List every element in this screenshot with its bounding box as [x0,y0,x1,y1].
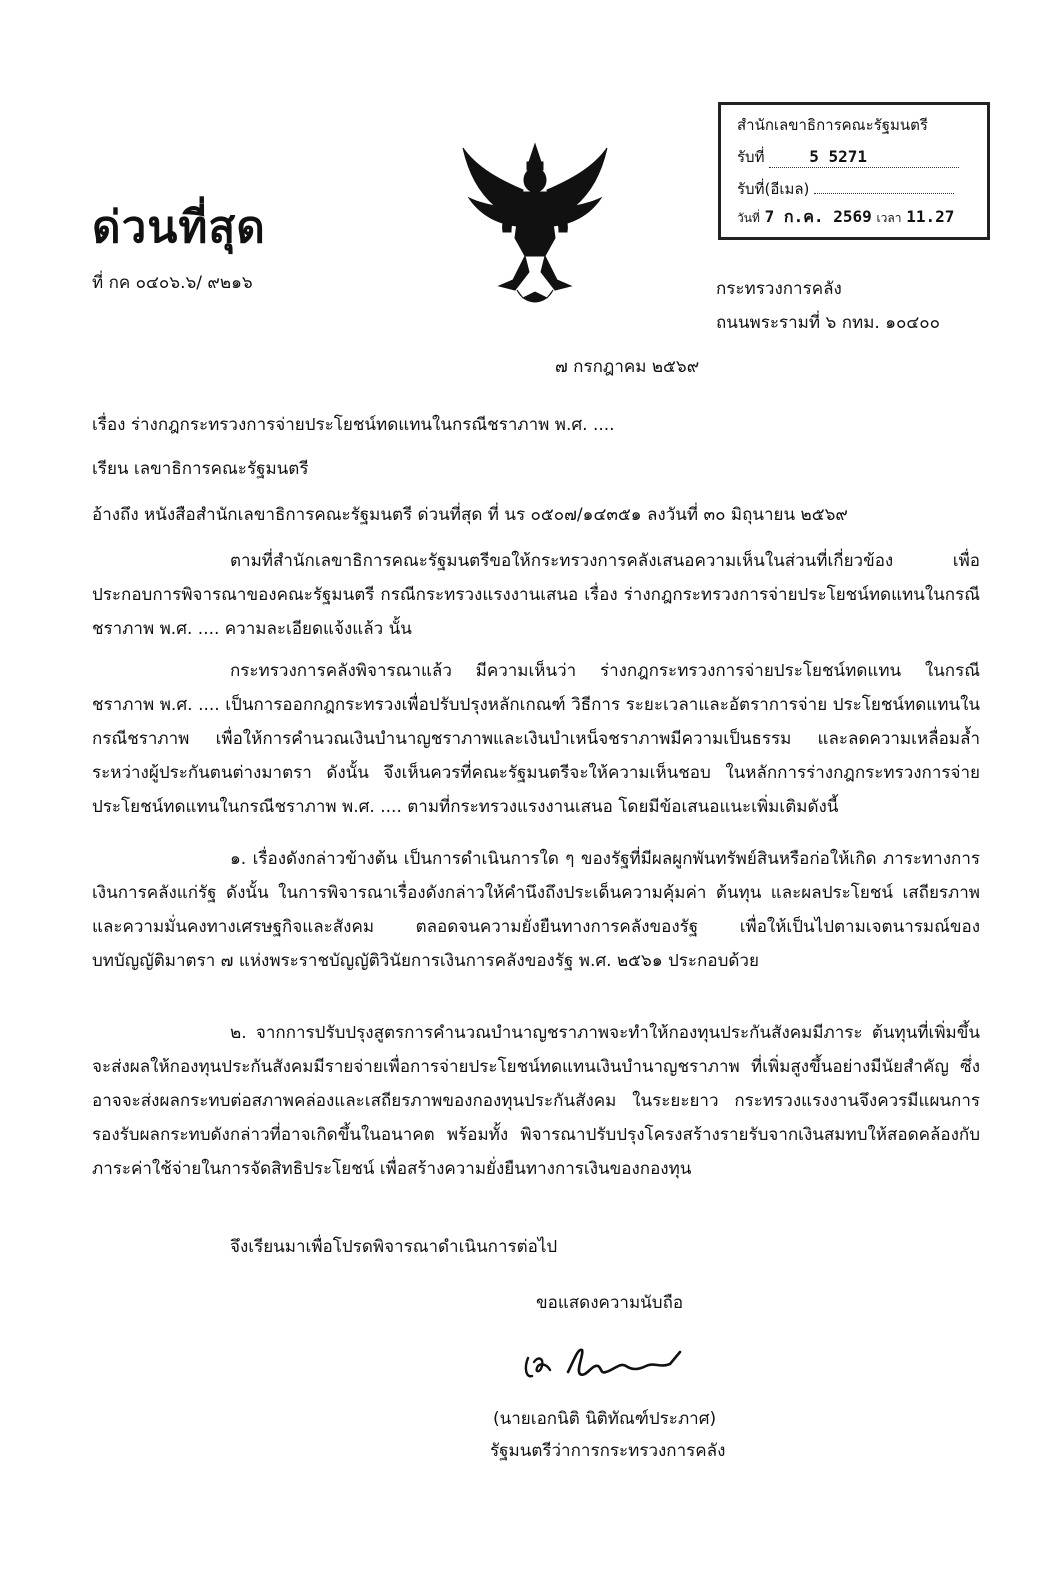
body-paragraph-3: ๑. เรื่องดังกล่าวข้างต้น เป็นการดำเนินการใด ๆ ของรัฐที่มีผลผูกพันทรัพย์สินหรือก่อให้เกิด ภาระทางการเงินการคลังแก่รัฐ ดังนั้น ในการพิจารณาเรื่องดังกล่าวให้คำนึงถึงประเด็นความคุ้มค่า ต้นทุน และผลประโยชน์ เสถียรภาพและความมั่นคงทางเศรษฐกิจและสังคม ตลอดจนความยั่งยืนทางการคลังของรัฐ เพื่อให้เป็นไปตามเจตนารมณ์ของบทบัญญัติมาตรา ๗ แห่งพระราชบัญญัติวินัยการเงินการคลังของรัฐ พ.ศ. ๒๕๖๑ ประกอบด้วย [92,849,980,971]
garuda-emblem-icon [455,140,615,312]
letter-reference: อ้างถึง หนังสือสำนักเลขาธิการคณะรัฐมนตรี ด่วนที่สุด ที่ นร ๐๕๐๗/๑๔๓๕๑ ลงวันที่ ๓๐ มิถุนายน ๒๕๖๙ [92,505,848,525]
stamp-time-label: เวลา [876,211,902,225]
letter-subject: เรื่อง ร่างกฎกระทรวงการจ่ายประโยชน์ทดแทนในกรณีชราภาพ พ.ศ. .... [92,415,615,435]
stamp-received-row [737,147,959,168]
body-paragraph-1: ตามที่สำนักเลขาธิการคณะรัฐมนตรีขอให้กระทรวงการคลังเสนอความเห็นในส่วนที่เกี่ยวข้อง เพื่อประกอบการพิจารณาของคณะรัฐมนตรี กรณีกระทรวงแรงงานเสนอ เรื่อง ร่างกฎกระทรวงการจ่ายประโยชน์ทดแทนในกรณีชราภาพ พ.ศ. .... ความละเอียดแจ้งแล้ว นั้น [92,551,980,639]
sender-ministry: กระทรวงการคลัง [716,279,842,299]
stamp-date-label: วันที่ [737,211,760,225]
document-number: ที่ กค ๐๔๐๖.๖/ ๙๒๑๖ [92,273,253,293]
stamp-office: สำนักเลขาธิการคณะรัฐมนตรี [737,116,928,134]
stamp-received-value: 5 5271 [809,147,868,166]
regards-line: ขอแสดงความนับถือ [536,1293,684,1313]
body-paragraph-2: กระทรวงการคลังพิจารณาแล้ว มีความเห็นว่า ร่างกฎกระทรวงการจ่ายประโยชน์ทดแทน ในกรณีชราภาพ พ.ศ. .... เป็นการออกกฎกระทรวงเพื่อปรับปรุงหลักเกณฑ์ วิธีการ ระยะเวลาและอัตราการจ่าย ประโยชน์ทดแทนในกรณีชราภาพ เพื่อให้การคำนวณเงินบำนาญชราภาพและเงินบำเหน็จชราภาพมีความเป็นธรรม และลดความเหลื่อมล้ำระหว่างผู้ประกันตนต่างมาตรา ดังนั้น จึงเห็นควรที่คณะรัฐมนตรีจะให้ความเห็นชอบ ในหลักการร่างกฎกระทรวงการจ่ายประโยชน์ทดแทนในกรณีชราภาพ พ.ศ. .... ตามที่กระทรวงแรงงานเสนอ โดยมีข้อเสนอแนะเพิ่มเติมดังนี้ [92,661,980,817]
signer-title: รัฐมนตรีว่าการกระทรวงการคลัง [490,1441,726,1461]
stamp-received-label: รับที่ [737,148,765,166]
signature-image [520,1340,690,1384]
closing-line: จึงเรียนมาเพื่อโปรดพิจารณาดำเนินการต่อไป [230,1237,558,1257]
letter-date: ๗ กรกฎาคม ๒๕๖๙ [555,357,700,377]
stamp-date-row [737,207,954,228]
stamp-date-value: 7 ก.ค. 2569 [764,207,872,226]
stamp-email-label: รับที่(อีเมล) [737,180,810,198]
stamp-email-row [737,179,954,199]
body-paragraph-4: ๒. จากการปรับปรุงสูตรการคำนวณบำนาญชราภาพจะทำให้กองทุนประกันสังคมมีภาระ ต้นทุนที่เพิ่มขึ้น จะส่งผลให้กองทุนประกันสังคมมีรายจ่ายเพื่อการจ่ายประโยชน์ทดแทนเงินบำนาญชราภาพ ที่เพิ่มสูงขึ้นอย่างมีนัยสำคัญ ซึ่งอาจจะส่งผลกระทบต่อสภาพคล่องและเสถียรภาพของกองทุนประกันสังคม ในระยะยาว กระทรวงแรงงานจึงควรมีแผนการรองรับผลกระทบดังกล่าวที่อาจเกิดขึ้นในอนาคต พร้อมทั้ง พิจารณาปรับปรุงโครงสร้างรายรับจากเงินสมทบให้สอดคล้องกับภาระค่าใช้จ่ายในการจัดสิทธิประโยชน์ เพื่อสร้างความยั่งยืนทางการเงินของกองทุน [92,1023,980,1179]
signer-name: (นายเอกนิติ นิติทัณฑ์ประภาศ) [493,1409,717,1429]
urgency-heading: ด่วนที่สุด [92,202,266,253]
stamp-time-value: 11.27 [906,207,955,226]
letter-recipient: เรียน เลขาธิการคณะรัฐมนตรี [92,459,309,479]
receipt-stamp [718,102,990,240]
sender-address: ถนนพระรามที่ ๖ กทม. ๑๐๔๐๐ [716,313,940,333]
